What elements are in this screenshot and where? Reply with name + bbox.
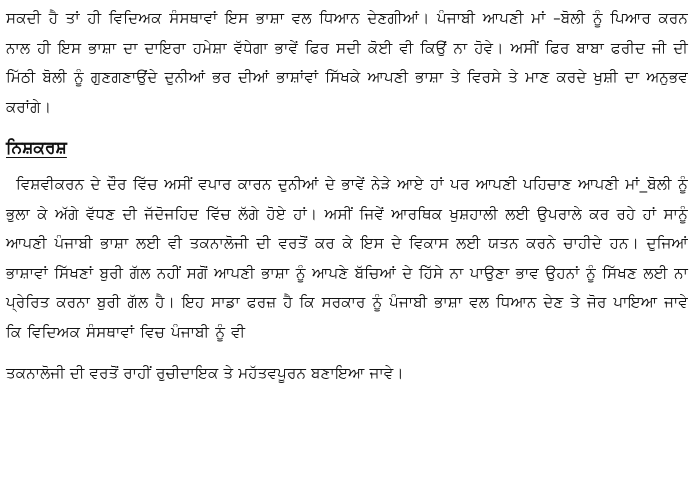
paragraph-closing-line: ਤਕਨਾਲੋਜੀ ਦੀ ਵਰਤੋਂ ਰਾਹੀਂ ਰੁਚੀਦਾਇਕ ਤੇ ਮਹੱਤਵਪੂਰਨ ਬਣਾਇਆ ਜਾਵੇ। [6, 364, 404, 382]
paragraph-intro: ਸਕਦੀ ਹੈ ਤਾਂ ਹੀ ਵਿਦਿਅਕ ਸੰਸਥਾਵਾਂ ਇਸ ਭਾਸ਼ਾ ਵਲ ਧਿਆਨ ਦੇਣਗੀਆਂ। ਪੰਜਾਬੀ ਆਪਣੀ ਮਾਂ –ਬੋਲੀ ਨੂੰ ਪਿਆਰ ਕਰਨ ਨਾਲ ਹੀ ਇਸ ਭਾਸ਼ਾ ਦਾ ਦਾਇਰਾ ਹਮੇਸ਼ਾ ਵੱਧੇਗਾ ਭਾਵੇਂ ਫਿਰ ਸਦੀ ਕੋਈ ਵੀ ਕਿਉਂ ਨਾ ਹੋਵੇ। ਅਸੀਂ ਫਿਰ ਬਾਬਾ ਫਰੀਦ ਜੀ ਦੀ ਮਿੱਠੀ ਬੋਲੀ ਨੂੰ ਗੁਣਗਣਾਉਂਦੇ ਦੁਨੀਆਂ ਭਰ ਦੀਆਂ ਭਾਸ਼ਾਂਵਾਂ ਸਿੱਖਕੇ ਆਪਣੀ ਭਾਸ਼ਾ ਤੇ ਵਿਰਸੇ ਤੇ ਮਾਣ ਕਰਦੇ ਖੁਸ਼ੀ ਦਾ ਅਨੁਭਵ ਕਰਾਂਗੇ। [6, 9, 688, 116]
paragraph-conclusion: ਵਿਸ਼ਵੀਕਰਨ ਦੇ ਦੌਰ ਵਿੱਚ ਅਸੀਂ ਵਪਾਰ ਕਾਰਨ ਦੁਨੀਆਂ ਦੇ ਭਾਵੇਂ ਨੇੜੇ ਆਏ ਹਾਂ ਪਰ ਆਪਣੀ ਪਹਿਚਾਣ ਆਪਣੀ ਮਾਂ_ਬੋਲੀ ਨੂੰ ਭੁਲਾ ਕੇ ਅੱਗੇ ਵੱਧਣ ਦੀ ਜੱਦੋਜਹਿਦ ਵਿੱਚ ਲੱਗੇ ਹੋਏ ਹਾਂ। ਅਸੀਂ ਜਿਵੇਂ ਆਰਥਿਕ ਖੁਸ਼ਹਾਲੀ ਲਈ ਉਪਰਾਲੇ ਕਰ ਰਹੇ ਹਾਂ ਸਾਨੂੰ ਆਪਣੀ ਪੰਜਾਬੀ ਭਾਸ਼ਾ ਲਈ ਵੀ ਤਕਨਾਲੋਜੀ ਦੀ ਵਰਤੋਂ ਕਰ ਕੇ ਇਸ ਦੇ ਵਿਕਾਸ ਲਈ ਯਤਨ ਕਰਨੇ ਚਾਹੀਦੇ ਹਨ। ਦੁਜਿਆਂ ਭਾਸ਼ਾਵਾਂ ਸਿੱਖਣਾਂ ਬੁਰੀ ਗੱਲ ਨਹੀਂ ਸਗੋਂ ਆਪਣੀ ਭਾਸ਼ਾ ਨੂੰ ਆਪਣੇ ਬੱਚਿਆਂ ਦੇ ਹਿੱਸੇ ਨਾ ਪਾਉਣਾ ਭਾਵ ਉਹਨਾਂ ਨੂੰ ਸਿੱਖਣ ਲਈ ਨਾ ਪ੍ਰੇਰਿਤ ਕਰਨਾ ਬੁਰੀ ਗੱਲ ਹੈ। ਇਹ ਸਾਡਾ ਫਰਜ਼ ਹੈ ਕਿ ਸਰਕਾਰ ਨੂੰ ਪੰਜਾਬੀ ਭਾਸ਼ਾ ਵਲ ਧਿਆਨ ਦੇਣ ਤੇ ਜੋਰ ਪਾਇਆ ਜਾਵੇ ਕਿ ਵਿਦਿਅਕ ਸੰਸਥਾਵਾਂ ਵਿਚ ਪੰਜਾਬੀ ਨੂੰ ਵੀ [6, 175, 688, 341]
section-heading-conclusion: ਨਿਸ਼ਕਰਸ਼ [6, 138, 67, 158]
